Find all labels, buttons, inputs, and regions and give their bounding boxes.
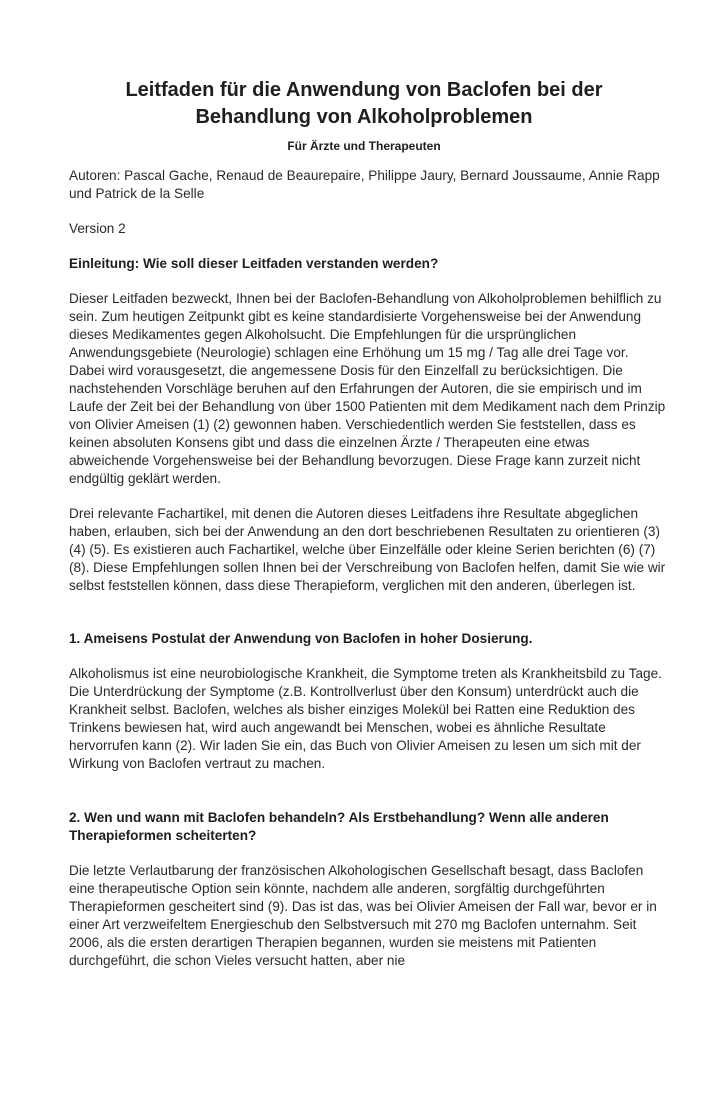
intro-paragraph-2: Drei relevante Fachartikel, mit denen die Autoren dieses Leitfadens ihre Resultate abgeglichen haben, erlauben, sich bei der Anwendung an den dort beschriebenen Resultaten zu orientieren (3) (4) (5). Es existieren auch Fachartikel, welche über Einzelfälle oder kleine Serien berichten (6) (7) (8). Diese Empfehlungen sollen Ihnen bei der Verschreibung von Baclofen helfen, damit Sie wie wir selbst feststellen können, dass diese Therapieform, verglichen mit den anderen, überlegen ist. bbox=[69, 506, 666, 593]
document-title: Leitfaden für die Anwendung von Baclofen bei der Behandlung von Alkoholproblemen bbox=[125, 79, 603, 128]
section-2-heading: 2. Wen und wann mit Baclofen behandeln? Als Erstbehandlung? Wenn alle anderen Therapieformen scheiterten? bbox=[69, 810, 609, 843]
authors-line: Autoren: Pascal Gache, Renaud de Beaurepaire, Philippe Jaury, Bernard Joussaume, Annie Rapp und Patrick de la Selle bbox=[69, 168, 660, 201]
document-page bbox=[0, 77, 728, 1108]
section-2-paragraph: Die letzte Verlautbarung der französischen Alkohologischen Gesellschaft besagt, dass Baclofen eine therapeutische Option sein könnte, nachdem alle anderen, sorgfältig durchgeführten Therapieformen gescheitert sind (9). Das ist das, was bei Olivier Ameisen der Fall war, bevor er in einer Art verzweifeltem Energieschub den Selbstversuch mit 270 mg Baclofen unternahm. Seit 2006, als die ersten derartigen Therapien begannen, wurden sie meistens mit Patienten durchgeführt, die schon Vieles versucht hatten, aber nie bbox=[69, 863, 657, 968]
version-label: Version 2 bbox=[69, 221, 126, 236]
section-1-heading: 1. Ameisens Postulat der Anwendung von Baclofen in hoher Dosierung. bbox=[69, 631, 533, 646]
intro-heading: Einleitung: Wie soll dieser Leitfaden verstanden werden? bbox=[69, 256, 439, 271]
intro-paragraph-1: Dieser Leitfaden bezweckt, Ihnen bei der Baclofen-Behandlung von Alkoholproblemen behilflich zu sein. Zum heutigen Zeitpunkt gibt es keine standardisierte Vorgehensweise bei der Anwendung dieses Medikamentes gegen Alkoholsucht. Die Empfehlungen für die ursprünglichen Anwendungsgebiete (Neurologie) schlagen eine Erhöhung um 15 mg / Tag alle drei Tage vor. Dabei wird vorausgesetzt, die angemessene Dosis für den Einzelfall zu berücksichtigen. Die nachstehenden Vorschläge beruhen auf den Erfahrungen der Autoren, die sie empirisch und im Laufe der Zeit bei der Behandlung von über 1500 Patienten mit dem Medikament nach dem Prinzip von Olivier Ameisen (1) (2) gewonnen haben. Verschiedentlich werden Sie feststellen, dass es keinen absoluten Konsens gibt und dass die einzelnen Ärzte / Therapeuten eine etwas abweichende Vorgehensweise bei der Behandlung bevorzugen. Diese Frage kann zurzeit nicht endgültig geklärt werden. bbox=[69, 291, 666, 486]
section-1-paragraph: Alkoholismus ist eine neurobiologische Krankheit, die Symptome treten als Krankheitsbild zu Tage. Die Unterdrückung der Symptome (z.B. Kontrollverlust über den Konsum) unterdrückt auch die Krankheit selbst. Baclofen, welches als bisher einziges Molekül bei Ratten eine Reduktion des Trinkens bewiesen hat, wird auch angewandt bei Menschen, wobei es ähnliche Resultate hervorrufen kann (2). Wir laden Sie ein, das Buch von Olivier Ameisen zu lesen um sich mit der Wirkung von Baclofen vertraut zu machen. bbox=[69, 666, 662, 771]
document-subtitle: Für Ärzte und Therapeuten bbox=[287, 139, 441, 153]
